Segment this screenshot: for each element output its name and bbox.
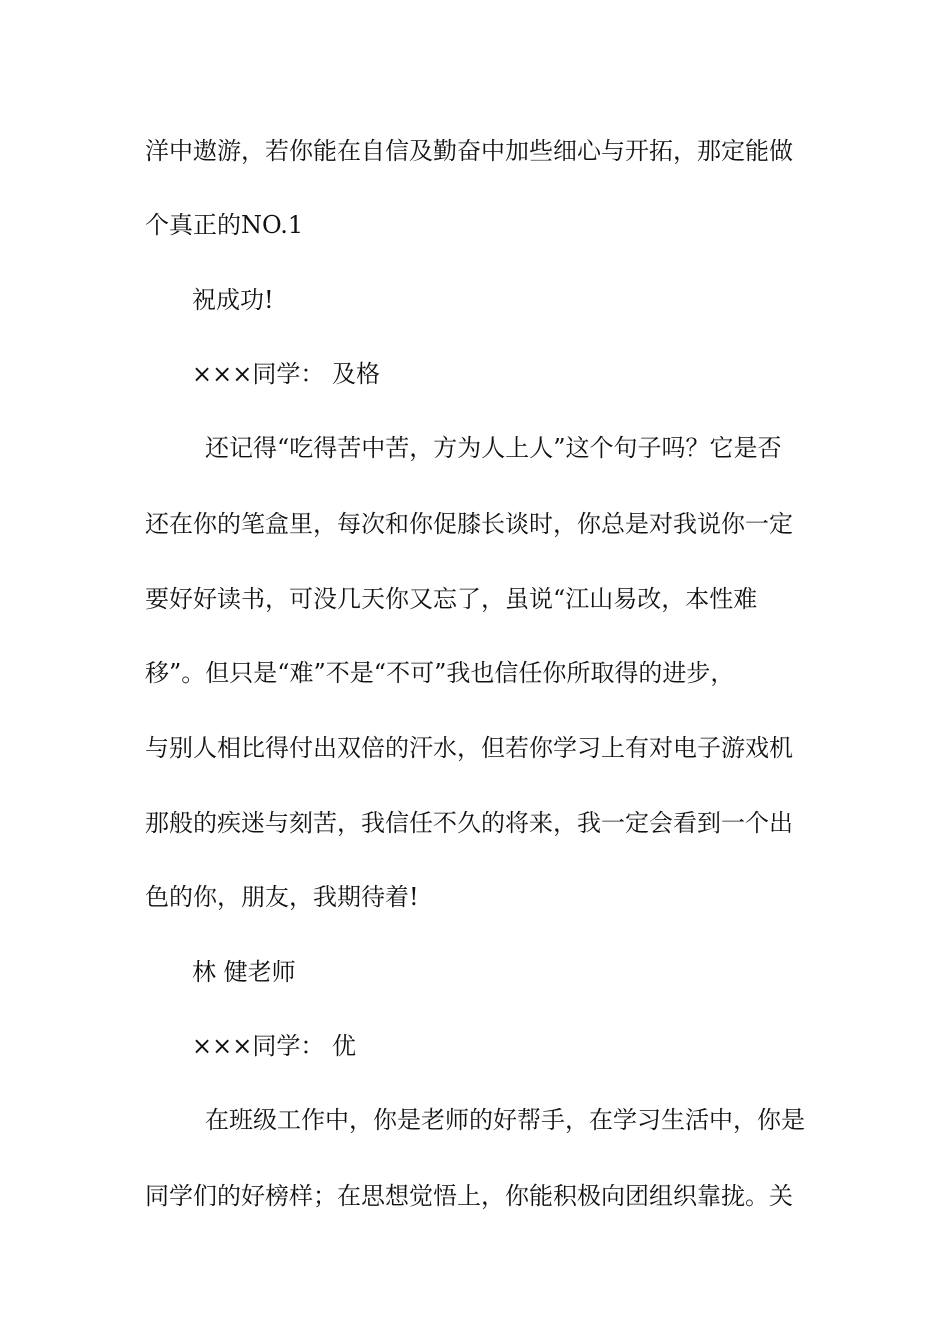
- text-line-11: 色的你，朋友，我期待着!: [145, 883, 419, 911]
- text-line-7: 要好好读书，可没几天你又忘了，虽说“江山易改，本性难: [145, 585, 758, 613]
- text-line-10: 那般的疾迷与刻苦，我信任不久的将来，我一定会看到一个出: [145, 809, 793, 837]
- text-line-5: 还记得“吃得苦中苦，方为人上人”这个句子吗？它是否: [205, 434, 782, 462]
- text-line-6: 还在你的笔盒里，每次和你促膝长谈时，你总是对我说你一定: [145, 510, 793, 538]
- text-line-1: 洋中遨游，若你能在自信及勤奋中加些细心与开拓，那定能做: [145, 137, 793, 165]
- student-grade-heading-2: ×××同学： 优: [192, 1032, 356, 1060]
- text-line-14: 在班级工作中，你是老师的好帮手，在学习生活中，你是: [205, 1106, 805, 1134]
- text-line-2: 个真正的NO.1: [145, 211, 304, 239]
- student-grade-heading: ×××同学： 及格: [192, 360, 380, 388]
- text-line-15: 同学们的好榜样；在思想觉悟上，你能积极向团组织靠拢。关: [145, 1182, 793, 1210]
- teacher-signature: 林 健老师: [192, 958, 296, 986]
- text-line-9: 与别人相比得付出双倍的汗水，但若你学习上有对电子游戏机: [145, 734, 793, 762]
- text-line-8: 移”。但只是“难”不是“不可”我也信任你所取得的进步，: [145, 659, 735, 687]
- closing-wish: 祝成功!: [192, 286, 274, 314]
